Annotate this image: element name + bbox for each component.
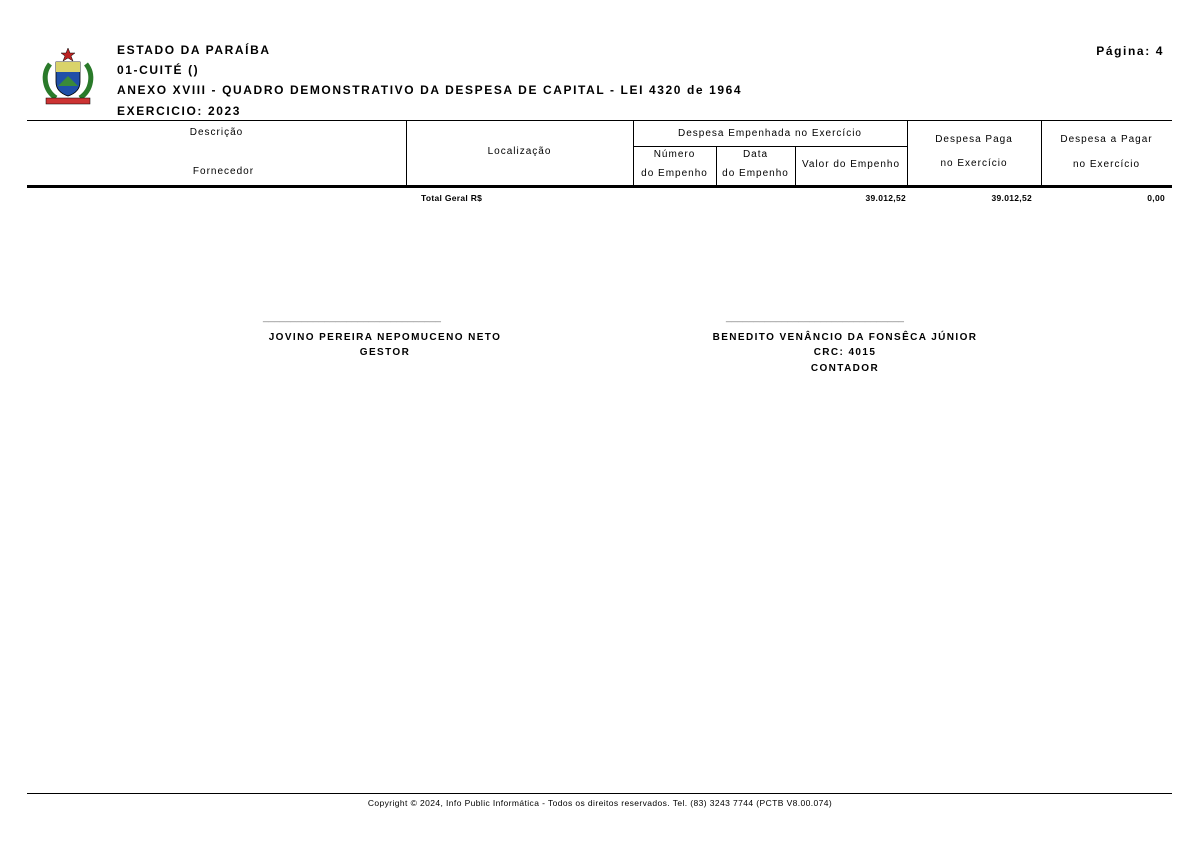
- col-despesa-empenhada: Despesa Empenhada no Exercício: [678, 128, 862, 139]
- total-valor-empenho: 39.012,52: [865, 193, 906, 203]
- col-valor-empenho: Valor do Empenho: [801, 159, 901, 170]
- total-despesa-paga: 39.012,52: [991, 193, 1032, 203]
- report-title: ANEXO XVIII - QUADRO DEMONSTRATIVO DA DESPESA DE CAPITAL - LEI 4320 de 1964: [117, 83, 743, 97]
- signature-line-left: ________________________________: [263, 312, 441, 323]
- table-header: [27, 120, 1172, 188]
- signatory-contador-name: BENEDITO VENÂNCIO DA FONSÊCA JÚNIOR: [712, 332, 978, 343]
- col-descricao: Descrição: [189, 127, 244, 138]
- coat-of-arms-icon: [40, 46, 96, 106]
- col-fornecedor: Fornecedor: [192, 166, 255, 177]
- entity-name: 01-CUITÉ (): [117, 63, 200, 77]
- col-data-line1: Data: [742, 149, 769, 160]
- col-numero-line2: do Empenho: [641, 168, 708, 179]
- state-name: ESTADO DA PARAÍBA: [117, 43, 271, 57]
- footer-copyright: Copyright © 2024, Info Public Informática - Todos os direitos reservados. Tel. (83) 3243 7744 (PCTB V8.00.074): [367, 798, 833, 808]
- exercise-year: EXERCICIO: 2023: [117, 104, 242, 118]
- col-localizacao: Localização: [487, 146, 552, 157]
- col-data-line2: do Empenho: [722, 168, 789, 179]
- col-despesa-paga-line1: Despesa Paga: [935, 134, 1013, 145]
- signatory-gestor-name: JOVINO PEREIRA NEPOMUCENO NETO: [268, 332, 502, 343]
- page-number: Página: 4: [1096, 44, 1164, 58]
- col-numero-line1: Número: [653, 149, 696, 160]
- signatory-contador-crc: CRC: 4015: [813, 347, 877, 358]
- footer-divider: [27, 793, 1172, 794]
- total-label: Total Geral R$: [421, 193, 483, 203]
- col-despesa-a-pagar-line2: no Exercício: [1072, 159, 1141, 170]
- signatory-contador-role: CONTADOR: [810, 363, 880, 374]
- total-despesa-a-pagar: 0,00: [1147, 193, 1165, 203]
- col-despesa-paga-line2: no Exercício: [940, 158, 1008, 169]
- signatory-gestor-role: GESTOR: [359, 347, 411, 358]
- col-despesa-a-pagar-line1: Despesa a Pagar: [1060, 134, 1153, 145]
- signature-line-right: ________________________________: [726, 312, 904, 323]
